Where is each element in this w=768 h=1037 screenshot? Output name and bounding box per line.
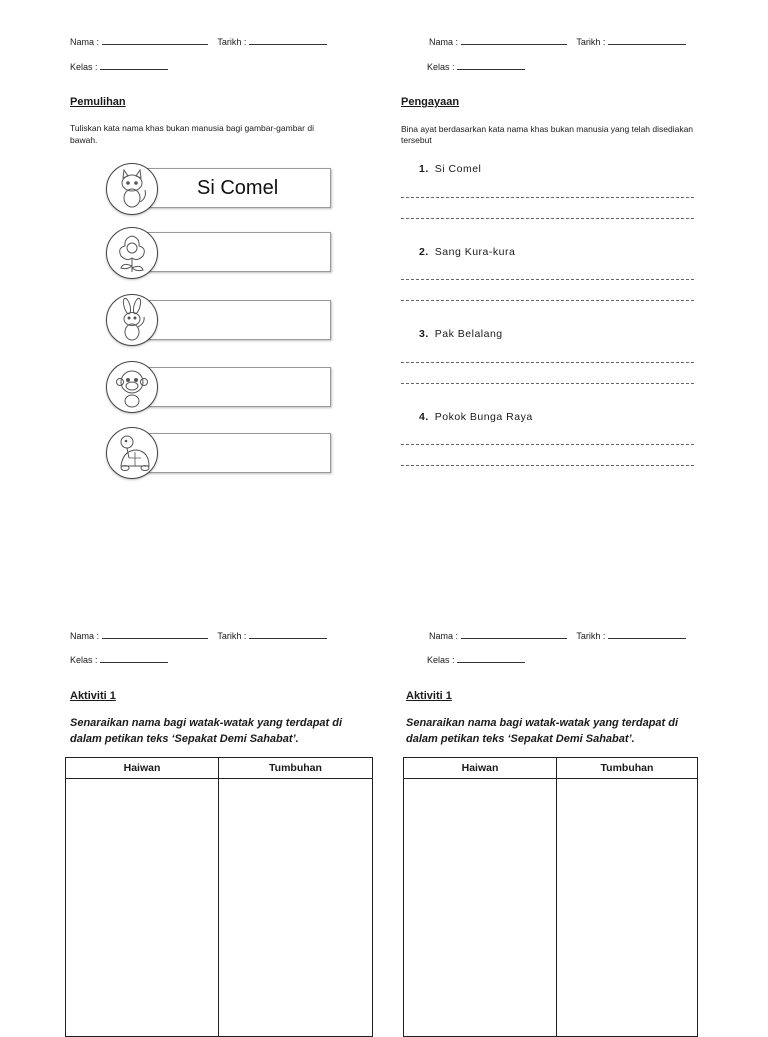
activity-title: Aktiviti 1 bbox=[70, 690, 116, 702]
tarikh-label: Tarikh : bbox=[217, 37, 247, 47]
tarikh-blank[interactable] bbox=[249, 630, 327, 639]
picture-circle-4 bbox=[106, 361, 158, 413]
nama-label: Nama : bbox=[70, 631, 100, 641]
picture-circle-3 bbox=[106, 294, 158, 346]
character-table bbox=[65, 757, 373, 1037]
nama-row bbox=[70, 36, 327, 47]
item-text: Sang Kura-kura bbox=[434, 246, 516, 258]
sentence-item-2 bbox=[419, 246, 515, 258]
kelas-blank[interactable] bbox=[457, 61, 525, 70]
answer-box-1[interactable] bbox=[132, 168, 331, 208]
item-number: 1. bbox=[419, 163, 429, 175]
header-tumbuhan: Tumbuhan bbox=[557, 758, 698, 779]
kelas-row bbox=[70, 654, 168, 665]
kelas-row bbox=[427, 654, 525, 665]
section-title: Pengayaan bbox=[401, 96, 460, 108]
flower-icon bbox=[107, 228, 157, 278]
tarikh-label: Tarikh : bbox=[217, 631, 247, 641]
answer-text-1: Si Comel bbox=[197, 177, 279, 199]
answer-box-2[interactable] bbox=[132, 232, 331, 272]
tarikh-blank[interactable] bbox=[249, 36, 327, 45]
answer-box-3[interactable] bbox=[132, 300, 331, 340]
kelas-row bbox=[427, 61, 525, 72]
item-number: 3. bbox=[419, 328, 429, 340]
writing-line[interactable] bbox=[401, 444, 694, 445]
nama-label: Nama : bbox=[429, 631, 459, 641]
item-number: 2. bbox=[419, 246, 429, 258]
tarikh-label: Tarikh : bbox=[576, 631, 606, 641]
monkey-icon bbox=[107, 362, 157, 412]
tarikh-blank[interactable] bbox=[608, 36, 686, 45]
cat-icon bbox=[107, 164, 157, 214]
kelas-blank[interactable] bbox=[457, 654, 525, 663]
writing-line[interactable] bbox=[401, 383, 694, 384]
writing-line[interactable] bbox=[401, 279, 694, 280]
section-title: Pemulihan bbox=[70, 96, 126, 108]
tumbuhan-cell[interactable] bbox=[557, 779, 698, 1037]
sentence-item-3 bbox=[419, 328, 503, 340]
tarikh-blank[interactable] bbox=[608, 630, 686, 639]
sentence-item-1 bbox=[419, 163, 481, 175]
tarikh-label: Tarikh : bbox=[576, 37, 606, 47]
nama-row bbox=[429, 630, 686, 641]
item-text: Pokok Bunga Raya bbox=[434, 411, 533, 423]
nama-row bbox=[70, 630, 327, 641]
rabbit-icon bbox=[107, 295, 157, 345]
haiwan-cell[interactable] bbox=[404, 779, 557, 1037]
kelas-label: Kelas : bbox=[427, 655, 455, 665]
writing-line[interactable] bbox=[401, 300, 694, 301]
instruction: Tuliskan kata nama khas bukan manusia bagi gambar-gambar di bawah. bbox=[70, 123, 314, 145]
nama-blank[interactable] bbox=[461, 36, 567, 45]
instruction: Bina ayat berdasarkan kata nama khas bukan manusia yang telah disediakan tersebut bbox=[401, 124, 694, 145]
turtle-icon bbox=[107, 428, 157, 478]
picture-circle-1 bbox=[106, 163, 158, 215]
picture-circle-2 bbox=[106, 227, 158, 279]
nama-blank[interactable] bbox=[461, 630, 567, 639]
item-text: Pak Belalang bbox=[434, 328, 503, 340]
item-number: 4. bbox=[419, 411, 429, 423]
kelas-row bbox=[70, 61, 168, 72]
nama-blank[interactable] bbox=[102, 630, 208, 639]
sentence-item-4 bbox=[419, 411, 533, 423]
writing-line[interactable] bbox=[401, 197, 694, 198]
header-haiwan: Haiwan bbox=[404, 758, 557, 779]
tumbuhan-cell[interactable] bbox=[219, 779, 373, 1037]
writing-line[interactable] bbox=[401, 218, 694, 219]
item-text: Si Comel bbox=[434, 163, 482, 175]
nama-label: Nama : bbox=[70, 37, 100, 47]
activity-instruction: Senaraikan nama bagi watak-watak yang terdapat di dalam petikan teks ‘Sepakat Demi Sahabat’. bbox=[406, 717, 679, 745]
writing-line[interactable] bbox=[401, 362, 694, 363]
writing-line[interactable] bbox=[401, 465, 694, 466]
activity-instruction: Senaraikan nama bagi watak-watak yang terdapat di dalam petikan teks ‘Sepakat Demi Sahabat’. bbox=[70, 717, 343, 745]
kelas-label: Kelas : bbox=[70, 62, 98, 72]
nama-row bbox=[429, 36, 686, 47]
nama-label: Nama : bbox=[429, 37, 459, 47]
kelas-blank[interactable] bbox=[100, 654, 168, 663]
kelas-label: Kelas : bbox=[427, 62, 455, 72]
nama-blank[interactable] bbox=[102, 36, 208, 45]
activity-title: Aktiviti 1 bbox=[406, 690, 452, 702]
haiwan-cell[interactable] bbox=[66, 779, 219, 1037]
answer-box-4[interactable] bbox=[132, 367, 331, 407]
kelas-label: Kelas : bbox=[70, 655, 98, 665]
kelas-blank[interactable] bbox=[100, 61, 168, 70]
answer-box-5[interactable] bbox=[132, 433, 331, 473]
header-haiwan: Haiwan bbox=[66, 758, 219, 779]
character-table bbox=[403, 757, 698, 1037]
picture-circle-5 bbox=[106, 427, 158, 479]
header-tumbuhan: Tumbuhan bbox=[219, 758, 373, 779]
